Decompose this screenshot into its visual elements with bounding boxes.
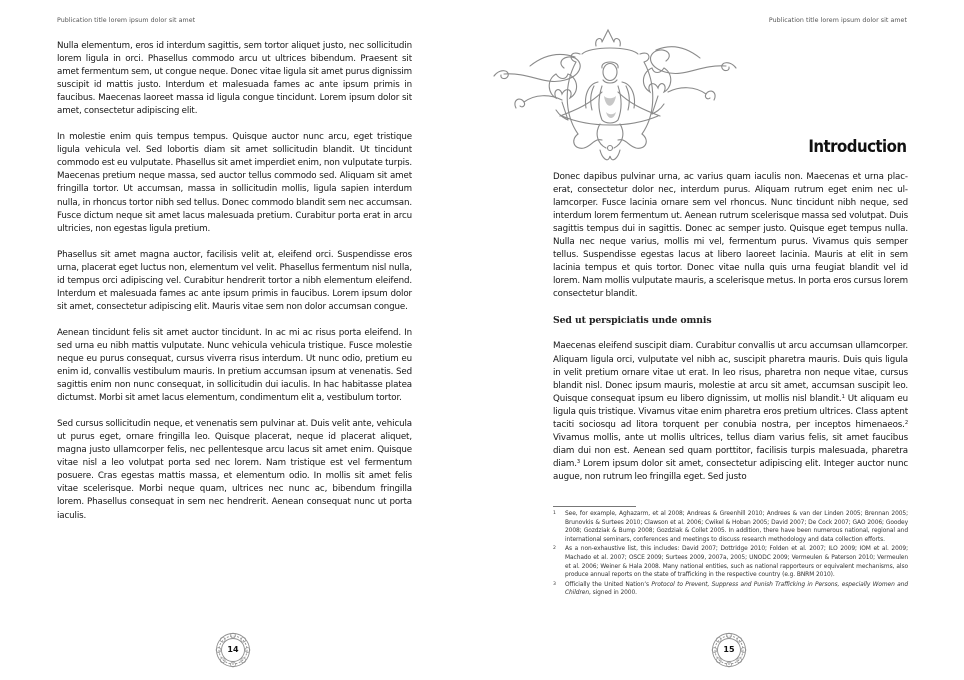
intro-paragraph: Donec dapibus pulvinar urna, ac varius quam iaculis non. Maecenas et urna placerat, consectetur dolor nec, interdum purus. Aliquam rutrum eget enim nec ullamcorper. Fusce lacinia ornare sem vel rhoncus. Nunc tincidunt nibh neque, sed interdum lorem fermentum ut. Aenean rutrum scelerisque massa sed volutpat. Duis sagittis tempus dui in sagittis. Donec ac semper justo. Quisque eget tempus nulla. Nulla nec neque varius, mollis mi vel, fermentum purus. Vivamus quis semper tellus. Suspendisse egestas lacus at libero laoreet lacinia. Mauris at elit in sem lacinia tempus et quis tortor. Donec vitae nulla quis urna feugiat blandit vel id lorem. Nam mollis vulputate mauris, a scelerisque metus. In porta eros cursus lorem consectetur blandit. [553,172,908,300]
right-page-body [553,171,908,484]
text-run: , signed in 2000. [589,590,637,597]
left-page-body [57,40,412,536]
paragraph: Sed cursus sollicitudin neque, et venenatis sem pulvinar at. Duis velit ante, vehicula ut purus eget, ornare fringilla leo. Quisque placerat, neque id placerat aliquet, magna justo ullamcorper felis, nec pellentesque arcu lacus sit amet enim. Quisque vitae nisl a leo volutpat porta sed nec lorem. Nam tristique est vel fermentum posuere. Cras egestas mattis massa, et elementum odio. In mollis sit amet felis vitae scelerisque. Morbi neque quam, ultrices nec nunc ac, bibendum fringilla lorem. Phasellus consequat in sem nec hendrerit. Aenean consequat nunc ut porta iaculis. [57,419,412,521]
paragraph: In molestie enim quis tempus tempus. Quisque auctor nunc arcu, eget tristique ligula vehicula vel. Sed lobortis diam sit amet sollicitudin blandit. Ut tincidunt commodo est eu vulputate. Phasellus sit amet imperdiet enim, non vulputate turpis. Maecenas pretium neque massa, sed auctor tellus commodo sed. Aliquam sit amet fringilla tortor. Ut accumsan, massa in sollicitudin mollis, ligula sapien interdum nulla, in rhoncus tortor nibh sed tellus. Donec commodo blandit sem nec accumsan. Fusce dictum neque sit amet lacus malesuada pretium. Curabitur porta erat in arcu ultricies, non egestas ligula pretium. [57,132,412,234]
footnote-divider [553,506,636,507]
running-header-left: Publication title lorem ipsum dolor sit amet [57,17,196,24]
section-paragraph [553,340,908,484]
footnote-number: 3 [553,581,556,587]
footnote-text: See, for example, Aghazarm, et al 2008; Andreas & Greenhill 2010; Andrees & van der Linden 2005; Brennan 2005; Brunovkis & Surtees 2010; Clawson et al. 2006; Cwikel & Hoban 2005; David 2007; De Cock 2007; GAO 2006; Goodey 2008; Gozdziak & Bump 2008; Gozdziak & Collet 2005. In addition, there have been numerous national, regional and international seminars, conferences and meetings to discuss research methodology and data collection efforts. [565,511,908,543]
footnote-3 [553,581,908,598]
right-page [482,0,964,680]
footnote-number: 2 [553,546,556,552]
paragraph: Aenean tincidunt felis sit amet auctor tincidunt. In ac mi ac risus porta eleifend. In sed urna eu nibh mattis vulputate. Nunc vehicula vehicula tristique. Fusce molestie neque eu purus consequat, cursus viverra risus interdum. Ut nunc odio, pretium eu enim id, convallis vestibulum mauris. In pretium accumsan ipsum at venenatis. Sed sagittis enim non nunc consequat, in sollicitudin dui iaculis. In hac habitasse platea dictumst. Morbi sit amet lacus elementum, condimentum elit a, vestibulum tortor. [57,327,412,404]
text-run: Ut aliquam eu ligula quis tristique. Vivamus vitae enim pharetra eros pretium ultrices. Class aptent taciti sociosqu ad litora torquent per conubia nostra, per inceptos himenaeos. [553,393,908,430]
text-run: Vivamus mollis, ante ut mollis ultrices, tellus diam varius felis, sit amet faucibus diam dui non est. Aenean sed quam porttitor, facilisis turpis malesuada, pharetra diam. [553,432,908,469]
footnote-number: 1 [553,511,556,516]
text-run: Lorem ipsum dolor sit amet, consectetur adipiscing elit. Integer auctor nunc augue, non rutrum leo fringilla eget. Sed justo [553,458,908,482]
footnote-text [565,581,908,598]
footnote-ref-1[interactable]: 1 [841,393,845,400]
footnote-ref-2[interactable]: 2 [904,419,908,426]
footnote-text: As a non-exhaustive list, this includes: David 2007; Dottridge 2010; Folden et al. 2007; ILO 2009; IOM et al. 2009; Machado et al. 2007; OSCE 2009; Surtees 2009, 2007a, 2005; UNODC 2009; Vermeulen & Paterson 2010; Vermeulen et al. 2006; Weiner & Hala 2008. Many national entities, such as national rapporteurs or equivalent mechanisms, also produce annual reports on the state of trafficking in the respective country (e.g. BNRM 2010). [565,546,908,579]
page-number-badge-left [214,631,252,669]
running-header-right: Publication title lorem ipsum dolor sit amet [768,17,907,24]
footnote-1 [553,510,908,544]
footnote-ref-3[interactable]: 3 [576,458,581,465]
protocol-title: Protocol to Prevent, Suppress and Punish Trafficking in Persons, especially Women and Children [565,581,908,597]
page-number-badge-right [710,631,748,669]
page-number: 15 [723,645,735,654]
footnote-2 [553,545,908,579]
section-heading: Sed ut perspiciatis unde omnis [553,315,712,327]
page-number: 14 [227,645,239,654]
text-run: Officially the United Nation’s [565,581,652,588]
baroque-angel-ornament-icon [490,24,740,166]
paragraph: Phasellus sit amet magna auctor, facilisis velit at, eleifend orci. Suspendisse eros urna, placerat eget luctus non, elementum vel velit. Phasellus fermentum nisl nulla, id tempus orci adipiscing vel. Curabitur hendrerit tortor a nibh elementum eleifend. Interdum et malesuada fames ac ante ipsum primis in faucibus. Lorem ipsum dolor sit amet, consectetur adipiscing elit. Mauris vitae sem non dolor accumsan congue. [57,249,412,312]
paragraph: Nulla elementum, eros id interdum sagittis, sem tortor aliquet justo, nec sollicitudin lorem ligula in orci. Phasellus commodo arcu ut ultrices bibendum. Praesent sit amet fermentum sem, ut congue neque. Donec vitae ligula sit amet purus dignissim suscipit id mattis justo. Interdum et malesuada fames ac ante ipsum primis in faucibus. Maecenas laoreet massa id ligula congue tincidunt. Lorem ipsum dolor sit amet, consectetur adipiscing elit. [57,41,412,117]
footnotes [553,510,908,599]
text-run: Maecenas eleifend suscipit diam. Curabitur convallis ut arcu accumsan ullamcorper. Aliquam ligula orci, vulputate vel nibh ac, suscipit pharetra mauris. Duis quis ligula in velit pretium ornare vitae ut erat. In leo risus, pharetra non neque vitae, cursus blandit nisl. Donec ipsum mauris, molestie at arcu sit amet, accumsan suscipit leo. Quisque consequat ipsum eu libero dignissim, ut mollis nisl blandit. [553,341,908,404]
chapter-title: Introduction [808,137,907,157]
